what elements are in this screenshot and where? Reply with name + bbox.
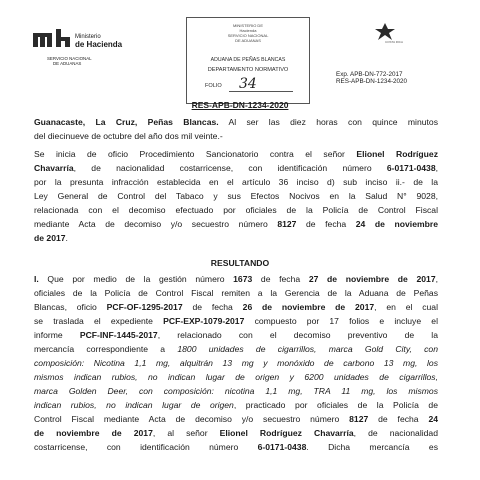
acta-bold: 8127 (349, 414, 369, 424)
text-line (34, 147, 438, 161)
stamp-departamento: DEPARTAMENTO NORMATIVO (207, 67, 289, 73)
text-line (34, 175, 438, 189)
expediente-bold: PCF-EXP-1079-2017 (163, 316, 245, 326)
oficio-bold: PCF-OF-1295-2017 (106, 302, 183, 312)
name-bold: Elionel Rodríguez Chavarría (219, 428, 354, 438)
id-bold: 6-0171-0438 (386, 163, 436, 173)
text-line (34, 314, 438, 328)
text-line (34, 412, 438, 426)
text-span: Se inicia de oficio Procedimiento Sancionatorio contra el señor (34, 149, 357, 159)
text-span: , al señor (152, 428, 220, 438)
section-heading-resultando: RESULTANDO (210, 258, 270, 268)
costa-rica-logo-text: COSTA RICA (385, 40, 403, 44)
text-line (34, 356, 438, 370)
mercancia-italic: indican rubios, no indican lugar de origen (34, 400, 234, 410)
text-span: Que por medio de la gestión número (38, 274, 234, 284)
gestion-bold: 1673 (233, 274, 253, 284)
text-line (34, 384, 438, 398)
name-bold: Chavarría (34, 163, 74, 173)
reception-stamp (186, 17, 310, 104)
paragraph-intro (34, 115, 438, 143)
text-line (34, 115, 438, 129)
text-span: Ley General de Control del Tabaco y sus Efectos Nocivos en la Salud N° 9028, (34, 191, 438, 201)
text-line (34, 342, 438, 356)
text-line (34, 231, 438, 245)
text-line (34, 440, 438, 454)
text-span: . (65, 233, 68, 243)
text-span: de fecha (296, 219, 356, 229)
stamp-top-b: Hacienda (239, 28, 257, 33)
paragraph-procedimiento (34, 147, 438, 245)
text-line (34, 398, 438, 412)
text-span: del diecinueve de octubre del año dos mil veinte.- (34, 131, 223, 141)
logo-aduanas-text: DE ADUANAS (53, 61, 82, 66)
resolution-title: RES-APB-DN-1234-2020 (191, 100, 289, 110)
text-span: de fecha (368, 414, 429, 424)
text-line (34, 286, 438, 300)
date-bold: de 2017 (34, 233, 66, 243)
acta-bold: 8127 (277, 219, 297, 229)
logo-servicio-text: SERVICIO NACIONAL (47, 56, 92, 61)
stamp-top-c: SERVICIO NACIONAL (227, 33, 269, 38)
stamp-top-d: DE ADUANAS (235, 38, 261, 43)
text-span: , (435, 163, 438, 173)
mercancia-italic: mismos indican rubios, no indican lugar de origen y 6200 unidades de cigarrillos, (34, 372, 438, 382)
text-span: , de nacionalidad costarricense, con identificación número (73, 163, 387, 173)
mercancia-italic: marca Golden Deer, con composición: nicotina 1,1 mg, TRA 11 mg, los mismos (34, 386, 438, 396)
expediente-line: Exp. APB-DN-772-2017 (336, 71, 403, 78)
stamp-folio-number: 34 (239, 76, 257, 92)
text-span: informe (34, 330, 80, 340)
date-bold: 27 de noviembre de 2017 (308, 274, 436, 284)
text-span: de fecha (252, 274, 309, 284)
text-line (34, 203, 438, 217)
costa-rica-logo-icon (373, 23, 397, 41)
date-bold: 24 (428, 414, 439, 424)
stamp-top-a: MINISTERIO DE (232, 23, 263, 28)
text-line (34, 370, 438, 384)
date-bold: de noviembre de 2017 (34, 428, 153, 438)
numeral-bold: I. (34, 274, 39, 284)
text-span: compuesto por 17 folios e incluye el (244, 316, 438, 326)
resolution-ref-line: RES-APB-DN-1234-2020 (336, 78, 408, 85)
informe-bold: PCF-INF-1445-2017 (79, 330, 158, 340)
text-line (34, 217, 438, 231)
text-span: oficiales de la Policía de Control Fiscal remiten a la Gerencia de la Aduana de Peñas (34, 288, 438, 298)
text-span: Al ser las diez horas con quince minutos (218, 117, 438, 127)
stamp-aduana: ADUANA DE PEÑAS BLANCAS (210, 57, 286, 63)
text-span: , (435, 274, 438, 284)
text-span: Control Fiscal mediante Acta de decomiso y/o secuestro número (34, 414, 350, 424)
mercancia-italic: composición: Nicotina 1,1 mg, alquitrán 13 mg y monóxido de carbono 13 mg, los (34, 358, 438, 368)
text-line (34, 272, 438, 286)
text-line (34, 161, 438, 175)
text-span: Blancas, oficio (34, 302, 107, 312)
name-bold: Elionel Rodríguez (356, 149, 438, 159)
text-span: , de nacionalidad (353, 428, 438, 438)
text-line (34, 300, 438, 314)
paragraph-resultando-1 (34, 272, 438, 454)
text-line (34, 426, 438, 440)
text-span: mediante Acta de decomiso y/o secuestro número (34, 219, 278, 229)
text-line (34, 328, 438, 342)
text-span: por la presunta infracción establecida en el artículo 36 inciso d) sub inciso ii.- de la (34, 177, 438, 187)
text-span: de fecha (182, 302, 243, 312)
text-span: . Dicha mercancía es (306, 442, 438, 452)
location-bold: Guanacaste, La Cruz, Peñas Blancas. (34, 117, 219, 127)
text-span: relacionada con el decomiso efectuado por oficiales de la Policía de Control Fiscal (34, 205, 438, 215)
logo-hacienda-text: de Hacienda (75, 40, 123, 49)
mercancia-italic: 1800 unidades de cigarrillos, marca Gold City, con (177, 344, 438, 354)
text-span: , relacionado con el decomiso preventivo de la (157, 330, 438, 340)
text-span: , en el cual (374, 302, 438, 312)
date-bold: 24 de noviembre (355, 219, 438, 229)
stamp-folio-label: FOLIO (205, 83, 222, 89)
ministerio-hacienda-logo-icon (33, 29, 73, 49)
logo-ministerio-text: Ministerio (75, 34, 101, 40)
text-span: mercancía correspondiente a (34, 344, 178, 354)
text-line (34, 189, 438, 203)
text-span: , practicado por oficiales de la Policía de (233, 400, 438, 410)
id-bold: 6-0171-0438 (257, 442, 307, 452)
text-line (34, 129, 438, 143)
text-span: costarricense, con identificación número (34, 442, 258, 452)
text-span: se traslada el expediente (34, 316, 164, 326)
stamp-folio-line (229, 91, 293, 92)
date-bold: 26 de noviembre de 2017 (242, 302, 375, 312)
